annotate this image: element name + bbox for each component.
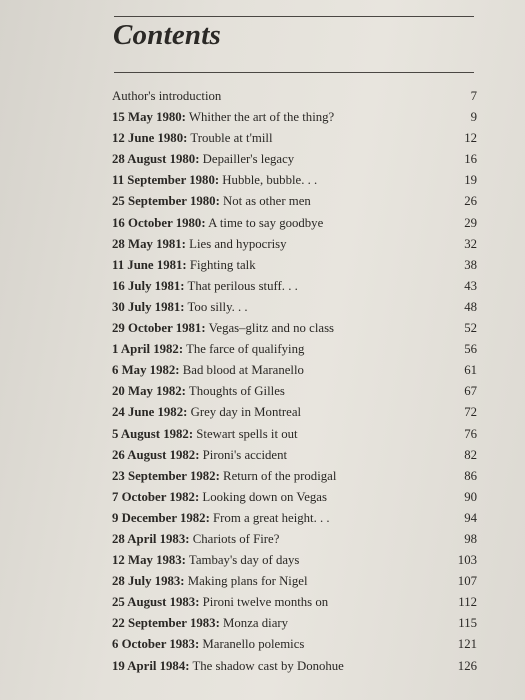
entry-date-colon: : bbox=[215, 468, 220, 483]
entry-date-colon: : bbox=[201, 215, 206, 230]
entry-date-colon: : bbox=[188, 426, 194, 441]
entry-text bbox=[112, 381, 285, 402]
entry-date-colon: : bbox=[180, 574, 185, 589]
entry-date-colon: : bbox=[195, 447, 200, 462]
entry-title: Thoughts of Gilles bbox=[185, 384, 285, 399]
entry-date-colon: : bbox=[183, 131, 188, 146]
entry-text bbox=[112, 128, 273, 149]
contents-entry bbox=[112, 360, 477, 381]
entry-text bbox=[112, 86, 221, 107]
entry-date: 12 May 1983 bbox=[112, 553, 182, 568]
entry-date: 23 September 1982 bbox=[112, 468, 216, 483]
entry-date: 26 August 1982 bbox=[112, 447, 196, 462]
contents-entry bbox=[112, 381, 477, 402]
entry-page-number: 61 bbox=[464, 363, 477, 378]
contents-entry bbox=[112, 255, 477, 276]
entry-date-colon: : bbox=[181, 384, 186, 399]
entry-text bbox=[112, 360, 304, 381]
entry-title: Trouble at t'mill bbox=[187, 131, 273, 146]
entry-date: 28 August 1980 bbox=[112, 152, 196, 167]
entry-title: Maranello polemics bbox=[199, 637, 305, 652]
entry-title: Whither the art of the thing? bbox=[185, 110, 335, 125]
contents-entry bbox=[112, 191, 477, 212]
title-rule bbox=[114, 72, 474, 73]
entry-text bbox=[112, 466, 336, 487]
entry-date: 25 September 1980 bbox=[112, 194, 216, 209]
entry-page-number: 56 bbox=[464, 342, 477, 357]
contents-entry bbox=[112, 613, 477, 634]
contents-entry bbox=[112, 508, 477, 529]
entry-date-colon: : bbox=[181, 236, 186, 251]
entry-date: 9 December 1982 bbox=[112, 510, 206, 525]
entry-title: Stewart spells it out bbox=[193, 426, 298, 441]
entry-date-colon: : bbox=[181, 553, 186, 568]
entry-page-number: 67 bbox=[464, 384, 477, 399]
entry-text bbox=[112, 149, 294, 170]
entry-date-colon: : bbox=[215, 616, 220, 631]
entry-date: 30 July 1981 bbox=[112, 299, 181, 314]
entry-page-number: 86 bbox=[464, 468, 477, 483]
entry-page-number: 121 bbox=[457, 637, 477, 652]
entry-date-colon: : bbox=[185, 531, 190, 546]
entry-text bbox=[112, 234, 287, 255]
entry-date: 28 May 1981 bbox=[112, 236, 182, 251]
entry-page-number: 98 bbox=[464, 531, 477, 546]
contents-entry bbox=[112, 634, 477, 655]
contents-entry bbox=[112, 466, 477, 487]
contents-entry bbox=[112, 128, 477, 149]
entry-title: That perilous stuff. . . bbox=[184, 278, 298, 293]
entry-title: Pironi's accident bbox=[199, 447, 288, 462]
entry-text bbox=[112, 170, 317, 191]
entry-date: 6 October 1983 bbox=[112, 637, 195, 652]
entry-title: Return of the prodigal bbox=[219, 468, 337, 483]
contents-list bbox=[112, 86, 477, 677]
contents-entry bbox=[112, 234, 477, 255]
entry-title: Fighting talk bbox=[186, 257, 256, 272]
entry-title: Depailler's legacy bbox=[199, 152, 295, 167]
entry-text bbox=[112, 550, 299, 571]
entry-text bbox=[112, 571, 308, 592]
entry-title: Lies and hypocrisy bbox=[185, 236, 287, 251]
entry-title: Tambay's day of days bbox=[185, 553, 300, 568]
entry-page-number: 103 bbox=[457, 553, 477, 568]
entry-title: Vegas–glitz and no class bbox=[205, 321, 335, 336]
entry-title: Hubble, bubble. . . bbox=[219, 173, 318, 188]
entry-page-number: 112 bbox=[458, 595, 477, 610]
entry-page-number: 72 bbox=[464, 405, 477, 420]
page-title: Contents bbox=[113, 19, 221, 51]
entry-page-number: 94 bbox=[464, 510, 477, 525]
entry-page-number: 90 bbox=[464, 489, 477, 504]
entry-date: 25 August 1983 bbox=[112, 595, 196, 610]
entry-page-number: 7 bbox=[470, 89, 477, 103]
entry-date-colon: : bbox=[185, 658, 190, 673]
entry-date: 6 May 1982 bbox=[112, 363, 176, 378]
entry-date-colon: : bbox=[214, 173, 220, 188]
entry-title: Chariots of Fire? bbox=[189, 531, 280, 546]
entry-page-number: 9 bbox=[470, 110, 477, 125]
entry-date: 16 July 1981 bbox=[112, 278, 181, 293]
entry-page-number: 16 bbox=[464, 152, 477, 167]
entry-date-colon: : bbox=[205, 510, 210, 525]
entry-title: Monza diary bbox=[219, 616, 289, 631]
contents-entry bbox=[112, 297, 477, 318]
entry-title: Making plans for Nigel bbox=[184, 574, 308, 589]
entry-date: 7 October 1982 bbox=[112, 489, 195, 504]
entry-text bbox=[112, 107, 334, 128]
entry-text bbox=[112, 634, 304, 655]
contents-entry bbox=[112, 276, 477, 297]
contents-entry bbox=[112, 170, 477, 191]
entry-text bbox=[112, 276, 298, 297]
entry-date-colon: : bbox=[215, 194, 220, 209]
entry-date: 15 May 1980 bbox=[112, 110, 182, 125]
entry-page-number: 12 bbox=[464, 131, 477, 146]
contents-entry bbox=[112, 550, 477, 571]
entry-date-colon: : bbox=[194, 489, 200, 504]
contents-entry bbox=[112, 424, 477, 445]
entry-date-colon: : bbox=[201, 321, 206, 336]
entry-date-colon: : bbox=[175, 363, 180, 378]
contents-entry bbox=[112, 592, 477, 613]
entry-text bbox=[112, 656, 344, 677]
entry-page-number: 38 bbox=[464, 257, 477, 272]
entry-text bbox=[112, 339, 304, 360]
entry-text bbox=[112, 402, 301, 423]
entry-date: 5 August 1982 bbox=[112, 426, 189, 441]
contents-entry bbox=[112, 402, 477, 423]
contents-entry bbox=[112, 213, 477, 234]
entry-page-number: 115 bbox=[458, 616, 477, 631]
entry-page-number: 43 bbox=[464, 278, 477, 293]
entry-page-number: 52 bbox=[464, 321, 477, 336]
entry-title: From a great height. . . bbox=[209, 510, 330, 525]
entry-date: 19 April 1984 bbox=[112, 658, 186, 673]
entry-date: 28 April 1983 bbox=[112, 531, 186, 546]
entry-page-number: 107 bbox=[457, 574, 477, 589]
entry-date-colon: : bbox=[181, 110, 186, 125]
entry-date-colon: : bbox=[194, 637, 200, 652]
entry-page-number: 19 bbox=[464, 173, 477, 188]
entry-date-colon: : bbox=[180, 299, 185, 314]
entry-title: The farce of qualifying bbox=[183, 342, 305, 357]
contents-entry bbox=[112, 529, 477, 550]
contents-entry bbox=[112, 107, 477, 128]
entry-date: 22 September 1983 bbox=[112, 616, 216, 631]
entry-date: 28 July 1983 bbox=[112, 574, 181, 589]
contents-entry bbox=[112, 86, 477, 107]
entry-title: The shadow cast by Donohue bbox=[189, 658, 344, 673]
entry-date: 20 May 1982 bbox=[112, 384, 182, 399]
entry-date: 16 October 1980 bbox=[112, 215, 202, 230]
entry-date: 24 June 1982 bbox=[112, 405, 184, 420]
entry-title: Not as other men bbox=[219, 194, 311, 209]
entry-date: 12 June 1980 bbox=[112, 131, 184, 146]
entry-title: Grey day in Montreal bbox=[187, 405, 302, 420]
entry-date: 29 October 1981 bbox=[112, 321, 202, 336]
contents-entry bbox=[112, 487, 477, 508]
contents-entry bbox=[112, 571, 477, 592]
entry-text bbox=[112, 592, 328, 613]
entry-page-number: 82 bbox=[464, 447, 477, 462]
entry-text bbox=[112, 529, 279, 550]
entry-title: Pironi twelve months on bbox=[199, 595, 329, 610]
entry-page-number: 26 bbox=[464, 194, 477, 209]
entry-page-number: 32 bbox=[464, 236, 477, 251]
entry-text bbox=[112, 613, 288, 634]
contents-entry bbox=[112, 339, 477, 360]
contents-entry bbox=[112, 445, 477, 466]
entry-date-colon: : bbox=[183, 405, 188, 420]
entry-text bbox=[112, 508, 330, 529]
entry-title: Bad blood at Maranello bbox=[179, 363, 304, 378]
entry-text bbox=[112, 445, 287, 466]
entry-page-number: 126 bbox=[457, 658, 477, 673]
entry-title: Too silly. . . bbox=[184, 299, 248, 314]
entry-date: 1 April 1982 bbox=[112, 342, 179, 357]
entry-page-number: 48 bbox=[464, 299, 477, 314]
entry-text bbox=[112, 191, 311, 212]
contents-entry bbox=[112, 318, 477, 339]
entry-date-colon: : bbox=[195, 595, 200, 610]
entry-text bbox=[112, 297, 248, 318]
entry-title: Looking down on Vegas bbox=[199, 489, 327, 504]
entry-text bbox=[112, 255, 256, 276]
entry-date-colon: : bbox=[182, 257, 187, 272]
top-rule bbox=[114, 16, 474, 17]
contents-entry bbox=[112, 149, 477, 170]
entry-page-number: 29 bbox=[464, 215, 477, 230]
entry-date-colon: : bbox=[195, 152, 200, 167]
entry-text bbox=[112, 318, 334, 339]
entry-date-colon: : bbox=[180, 278, 185, 293]
entry-text bbox=[112, 424, 298, 445]
contents-entry bbox=[112, 656, 477, 677]
entry-date-colon: : bbox=[178, 342, 184, 357]
entry-text bbox=[112, 487, 327, 508]
entry-title: Author's introduction bbox=[112, 89, 222, 103]
entry-page-number: 76 bbox=[464, 426, 477, 441]
entry-date: 11 June 1981 bbox=[112, 257, 183, 272]
entry-date: 11 September 1980 bbox=[112, 173, 215, 188]
entry-text bbox=[112, 213, 323, 234]
entry-title: A time to say goodbye bbox=[205, 215, 324, 230]
